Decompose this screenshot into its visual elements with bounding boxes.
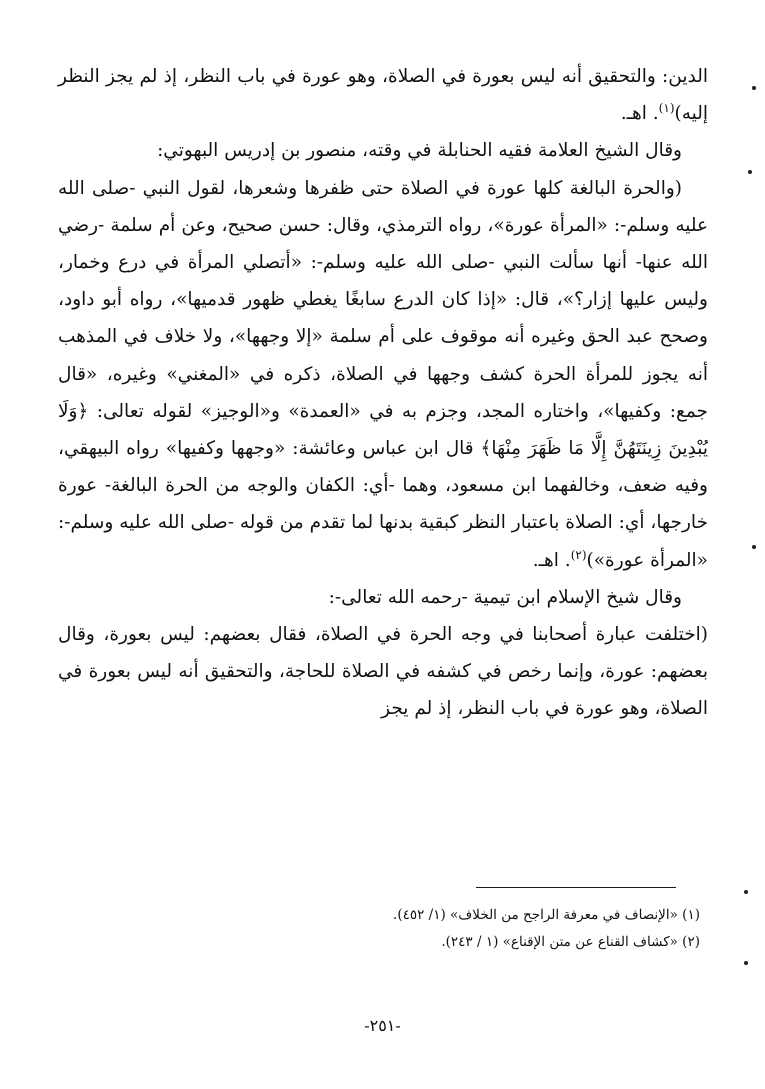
- page-number: -٢٥١-: [364, 1016, 401, 1035]
- paragraph-text: (اختلفت عبارة أصحابنا في وجه الحرة في الصلاة، فقال بعضهم: ليس بعورة، وقال بعضهم: عورة، وإنما رخص في كشفه في الصلاة للحاجة، والتحقيق أنه ليس بعورة في الصلاة، وهو عورة في باب النظر، إذ لم يجز: [58, 624, 708, 720]
- paragraph-ibn-taymiyyah-quote: [58, 616, 708, 728]
- footnote-1: (١) «الإنصاف في معرفة الراجح من الخلاف» (١/ ٤٥٢).: [393, 907, 700, 923]
- footnote-divider: [476, 887, 676, 888]
- footnote-ref-1: (١): [658, 101, 675, 116]
- footnote-ref-2: (٢): [570, 547, 587, 562]
- scan-speck: [752, 545, 756, 549]
- paragraph-tail: . اهـ.: [620, 103, 659, 125]
- scan-speck: [752, 86, 756, 90]
- footnote-2: (٢) «كشاف القناع عن متن الإقناع» (١ / ٢٤٣).: [441, 934, 700, 950]
- paragraph-bahuti-quote: [58, 170, 708, 579]
- paragraph-text: وقال الشيخ العلامة فقيه الحنابلة في وقته، منصور بن إدريس البهوتي:: [157, 140, 682, 162]
- scan-speck: [744, 890, 748, 894]
- paragraph-continuation: [58, 58, 708, 132]
- scan-speck: [744, 961, 748, 965]
- footnotes: [60, 902, 700, 956]
- paragraph-ibn-taymiyyah-intro: [58, 579, 708, 616]
- paragraph-text: (والحرة البالغة كلها عورة في الصلاة حتى ظفرها وشعرها، لقول النبي -صلى الله عليه وسلم-: «المرأة عورة»، رواه الترمذي، وقال: حسن صحيح، وعن أم سلمة -رضي الله عنها- أنها سألت النبي -صلى الله عليه وسلم-: «أتصلي المرأة في درع وخمار، وليس عليها إزار؟»، قال: «إذا كان الدرع سابغًا يغطي ظهور قدميها»، رواه أبو داود، وصحح عبد الحق وغيره أنه موقوف على أم سلمة «إلا وجهها»، ولا خلاف في المذهب أنه يجوز للمرأة الحرة كشف وجهها في الصلاة، ذكره في «المغني» وغيره، «قال جمع: وكفيها»، واختاره المجد، وجزم به في «العمدة» و«الوجيز» لقوله تعالى: ﴿وَلَا يُبْدِينَ زِينَتَهُنَّ إِلَّا مَا ظَهَرَ مِنْهَا﴾ قال ابن عباس وعائشة: «وجهها وكفيها» رواه البيهقي، وفيه ضعف، وخالفهما ابن مسعود، وهما -أي: الكفان والوجه من الحرة البالغة- عورة خارجها، أي: الصلاة باعتبار النظر كبقية بدنها لما تقدم من قوله -صلى الله عليه وسلم-: «المرأة عورة»): [58, 177, 708, 571]
- paragraph-bahuti-intro: [58, 132, 708, 169]
- main-text: [58, 58, 708, 728]
- paragraph-tail: . اهـ.: [532, 549, 571, 571]
- paragraph-text: وقال شيخ الإسلام ابن تيمية -رحمه الله تعالى-:: [328, 586, 682, 608]
- paragraph-text: الدين: والتحقيق أنه ليس بعورة في الصلاة، وهو عورة في باب النظر، إذ لم يجز النظر إليه): [58, 66, 708, 125]
- scan-speck: [748, 170, 752, 174]
